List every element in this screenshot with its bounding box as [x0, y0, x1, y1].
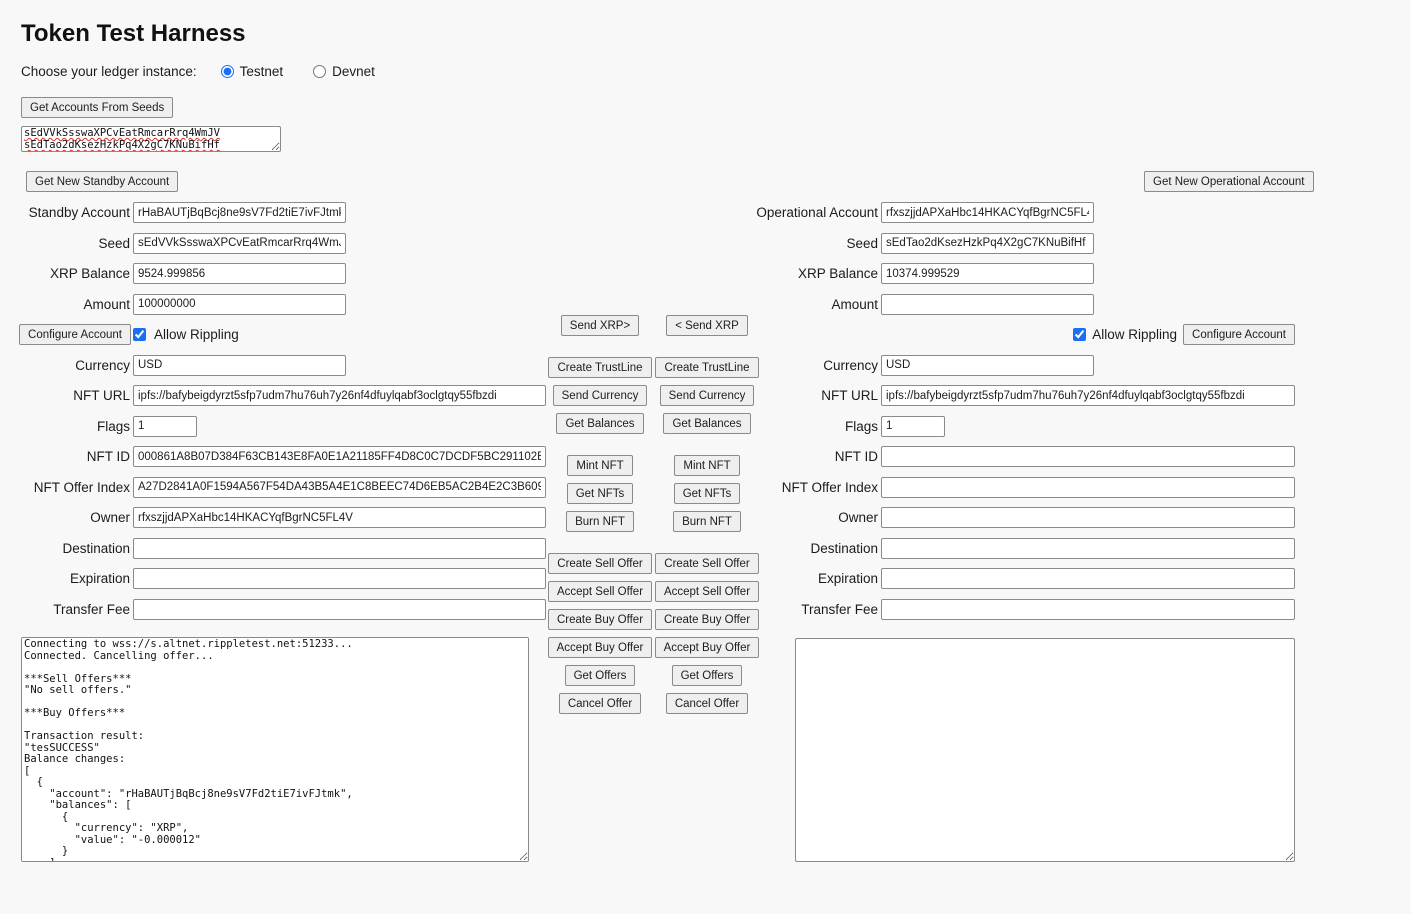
standby-transfer-fee-field[interactable] — [133, 599, 546, 620]
operational-accept-sell-offer-button[interactable]: Accept Sell Offer — [655, 581, 759, 602]
operational-nft-id-row — [740, 446, 1295, 467]
standby-flags-field[interactable] — [133, 416, 197, 437]
operational-account-label: Operational Account — [756, 205, 878, 220]
operational-create-buy-offer-button[interactable]: Create Buy Offer — [655, 609, 759, 630]
operational-nft-id-field[interactable] — [881, 446, 1295, 467]
standby-currency-field[interactable] — [133, 355, 346, 376]
operational-nft-url-row — [740, 385, 1295, 406]
operational-currency-label: Currency — [823, 357, 878, 373]
standby-actions-column — [545, 315, 655, 714]
standby-currency-row — [0, 355, 546, 376]
operational-get-offers-button[interactable]: Get Offers — [672, 665, 743, 686]
operational-allow-rippling-checkbox[interactable] — [1073, 328, 1086, 341]
get-new-standby-account-button[interactable]: Get New Standby Account — [26, 171, 178, 192]
standby-owner-row — [0, 507, 546, 528]
standby-nft-url-label: NFT URL — [73, 388, 130, 403]
page-title: Token Test Harness — [21, 20, 246, 47]
operational-account-field[interactable] — [881, 202, 1094, 223]
operational-seed-field[interactable] — [881, 233, 1094, 254]
operational-nft-offer-index-field[interactable] — [881, 477, 1295, 498]
standby-nft-url-field[interactable] — [133, 385, 546, 406]
operational-expiration-row — [740, 568, 1295, 589]
operational-destination-label: Destination — [810, 540, 878, 556]
standby-nft-url-row — [0, 385, 546, 406]
standby-expiration-label: Expiration — [69, 571, 130, 586]
standby-flags-row — [0, 416, 546, 437]
ledger-chooser — [21, 64, 375, 79]
get-accounts-from-seeds-button[interactable]: Get Accounts From Seeds — [21, 97, 173, 118]
standby-allow-rippling-checkbox[interactable] — [133, 328, 146, 341]
operational-xrp-balance-field[interactable] — [881, 263, 1094, 284]
standby-burn-nft-button[interactable]: Burn NFT — [566, 511, 634, 532]
operational-nft-offer-index-label: NFT Offer Index — [781, 479, 878, 495]
operational-amount-label: Amount — [831, 296, 878, 312]
operational-mint-nft-button[interactable]: Mint NFT — [674, 455, 739, 476]
standby-create-buy-offer-button[interactable]: Create Buy Offer — [548, 609, 652, 630]
standby-create-trustline-button[interactable]: Create TrustLine — [548, 357, 651, 378]
standby-account-label: Standby Account — [28, 205, 130, 220]
standby-send-xrp-button[interactable]: Send XRP> — [561, 315, 639, 336]
operational-get-nfts-button[interactable]: Get NFTs — [674, 483, 741, 504]
standby-cancel-offer-button[interactable]: Cancel Offer — [559, 693, 641, 714]
standby-send-currency-button[interactable]: Send Currency — [553, 385, 648, 406]
standby-nft-offer-index-field[interactable] — [133, 477, 546, 498]
standby-seed-row — [0, 233, 546, 254]
operational-currency-field[interactable] — [881, 355, 1094, 376]
operational-seed-label: Seed — [846, 235, 878, 251]
operational-form — [740, 202, 1295, 629]
standby-expiration-row — [0, 568, 546, 589]
operational-currency-row — [740, 355, 1295, 376]
seeds-textarea[interactable] — [21, 126, 281, 152]
radio-pair-testnet — [221, 64, 284, 79]
radio-pair-devnet — [313, 64, 375, 79]
operational-transfer-fee-field[interactable] — [881, 599, 1295, 620]
standby-allow-rippling-label: Allow Rippling — [154, 327, 239, 342]
operational-expiration-label: Expiration — [817, 571, 878, 586]
standby-amount-row — [0, 294, 546, 315]
operational-allow-rippling-label: Allow Rippling — [1092, 327, 1178, 342]
standby-nft-id-field[interactable] — [133, 446, 546, 467]
operational-flags-field[interactable] — [881, 416, 945, 437]
standby-currency-label: Currency — [75, 357, 130, 373]
operational-nft-offer-index-row — [740, 477, 1295, 498]
operational-owner-label: Owner — [838, 510, 878, 525]
operational-results-textarea[interactable] — [795, 638, 1295, 862]
operational-send-currency-button[interactable]: Send Currency — [660, 385, 755, 406]
operational-destination-field[interactable] — [881, 538, 1295, 559]
get-new-operational-account-button[interactable]: Get New Operational Account — [1144, 171, 1314, 192]
standby-owner-field[interactable] — [133, 507, 546, 528]
standby-nft-id-label: NFT ID — [86, 449, 130, 464]
operational-accept-buy-offer-button[interactable]: Accept Buy Offer — [655, 637, 760, 658]
standby-mint-nft-button[interactable]: Mint NFT — [567, 455, 632, 476]
standby-transfer-fee-label: Transfer Fee — [53, 601, 130, 617]
operational-destination-row — [740, 538, 1295, 559]
standby-destination-row — [0, 538, 546, 559]
operational-configure-account-button[interactable]: Configure Account — [1183, 324, 1295, 345]
operational-burn-nft-button[interactable]: Burn NFT — [673, 511, 741, 532]
standby-seed-label: Seed — [98, 235, 130, 251]
standby-get-nfts-button[interactable]: Get NFTs — [567, 483, 634, 504]
standby-accept-buy-offer-button[interactable]: Accept Buy Offer — [548, 637, 653, 658]
standby-destination-label: Destination — [62, 540, 130, 556]
operational-flags-label: Flags — [844, 418, 878, 434]
operational-account-row — [740, 202, 1295, 223]
standby-get-balances-button[interactable]: Get Balances — [556, 413, 643, 434]
operational-get-balances-button[interactable]: Get Balances — [663, 413, 750, 434]
operational-expiration-field[interactable] — [881, 568, 1295, 589]
standby-xrp-balance-field[interactable] — [133, 263, 346, 284]
operational-xrp-balance-row — [740, 263, 1295, 284]
standby-account-field[interactable] — [133, 202, 346, 223]
ledger-chooser-label: Choose your ledger instance: — [21, 64, 197, 79]
standby-amount-field[interactable] — [133, 294, 346, 315]
devnet-radio[interactable] — [313, 65, 326, 78]
operational-create-trustline-button[interactable]: Create TrustLine — [655, 357, 758, 378]
standby-create-sell-offer-button[interactable]: Create Sell Offer — [548, 553, 651, 574]
standby-expiration-field[interactable] — [133, 568, 546, 589]
standby-nft-id-row — [0, 446, 546, 467]
operational-cancel-offer-button[interactable]: Cancel Offer — [666, 693, 748, 714]
standby-get-offers-button[interactable]: Get Offers — [565, 665, 636, 686]
standby-destination-field[interactable] — [133, 538, 546, 559]
operational-amount-row — [740, 294, 1295, 315]
operational-seed-row — [740, 233, 1295, 254]
standby-nft-offer-index-row — [0, 477, 546, 498]
operational-transfer-fee-row — [740, 599, 1295, 620]
testnet-radio[interactable] — [221, 65, 234, 78]
operational-nft-id-label: NFT ID — [834, 449, 878, 464]
standby-configure-row — [0, 324, 546, 345]
standby-xrp-balance-row — [0, 263, 546, 284]
operational-amount-field[interactable] — [881, 294, 1094, 315]
devnet-radio-label: Devnet — [332, 64, 375, 79]
standby-account-row — [0, 202, 546, 223]
standby-flags-label: Flags — [96, 418, 130, 434]
standby-owner-label: Owner — [90, 510, 130, 525]
standby-amount-label: Amount — [83, 296, 130, 312]
operational-flags-row — [740, 416, 1295, 437]
standby-configure-account-button[interactable]: Configure Account — [19, 324, 131, 345]
standby-xrp-balance-label: XRP Balance — [49, 266, 130, 281]
standby-nft-offer-index-label: NFT Offer Index — [33, 479, 130, 495]
operational-transfer-fee-label: Transfer Fee — [801, 601, 878, 617]
operational-create-sell-offer-button[interactable]: Create Sell Offer — [655, 553, 758, 574]
operational-nft-url-field[interactable] — [881, 385, 1295, 406]
operational-configure-row — [740, 324, 1295, 345]
standby-form — [0, 202, 546, 629]
testnet-radio-label: Testnet — [239, 64, 284, 79]
operational-nft-url-label: NFT URL — [821, 388, 878, 403]
operational-owner-row — [740, 507, 1295, 528]
standby-console-textarea[interactable] — [21, 637, 529, 862]
standby-seed-field[interactable] — [133, 233, 346, 254]
operational-owner-field[interactable] — [881, 507, 1295, 528]
standby-accept-sell-offer-button[interactable]: Accept Sell Offer — [548, 581, 652, 602]
operational-xrp-balance-label: XRP Balance — [797, 266, 878, 281]
operational-send-xrp-button[interactable]: < Send XRP — [666, 315, 748, 336]
standby-transfer-fee-row — [0, 599, 546, 620]
